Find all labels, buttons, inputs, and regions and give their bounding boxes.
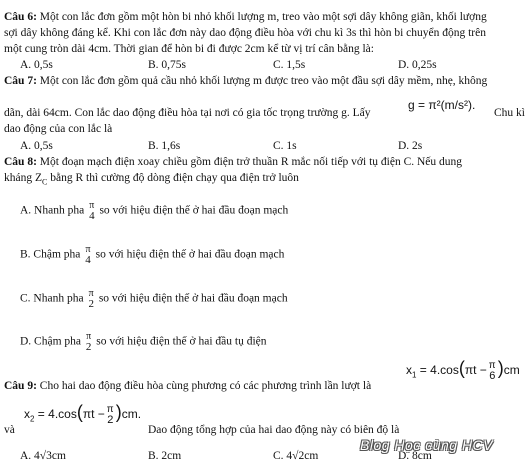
q6-line1 (4, 10, 487, 24)
q7-line2a: dãn, dài 64cm. Con lắc dao động điều hòa tại nơi có gia tốc trọng trường g. Lấy (4, 107, 371, 119)
q6-line3: một cung tròn dài 4cm. Thời gian để hòn bi đi được 2cm kể từ vị trí cân bằng là: (4, 43, 374, 55)
q8-option-a (20, 201, 288, 221)
q9-x1-fraction (489, 361, 496, 381)
q9-line1 (4, 379, 371, 393)
q7-option-a: A. 0,5s (20, 140, 53, 152)
q8-c-pre: C. Nhanh pha (20, 292, 84, 305)
q6-option-d: D. 0,25s (398, 59, 437, 71)
q6-option-c: C. 1,5s (273, 59, 306, 71)
q8-d-den: 2 (85, 341, 92, 353)
q8-a-pre: A. Nhanh pha (20, 204, 85, 217)
q8-label: Câu 8: (4, 156, 37, 168)
q9-x2-num: π (106, 404, 114, 415)
q7-option-c: C. 1s (273, 140, 297, 152)
q8-line2 (4, 171, 299, 189)
q9-text-2: Dao động tổng hợp của hai dao động này có biên độ là (148, 424, 400, 436)
q8-option-c (20, 289, 288, 309)
q8-b-post: so với hiệu điện thế ở hai đầu đoạn mạch (95, 248, 285, 261)
q9-x2-formula: $x_2 = 4.\cos(\pi t$ − π 2 )cm. (24, 402, 142, 426)
q7-formula: g = π²(m/s²). (408, 98, 476, 112)
q9-x2-mid: = 4.cos (37, 407, 77, 422)
q6-option-b: B. 0,75s (148, 59, 187, 71)
q6-text-1: Một con lắc đơn gồm một hòn bi nhỏ khối lượng m, treo vào một sợi dây không giãn, khối lượng (39, 11, 487, 23)
q8-line1 (4, 155, 462, 169)
q9-x2-lhs: x (24, 407, 30, 422)
q9-x1-formula: $x_1 = 4.\cos(\pi t$ − π 6 )cm (406, 358, 520, 382)
q8-d-num: π (86, 331, 92, 342)
q8-option-b (20, 245, 284, 265)
q7-text-1: Một con lắc đơn gồm quả cầu nhỏ khối lượng m được treo vào một đầu sợi dây mềm, nhẹ, không (39, 75, 488, 87)
q8-a-fraction (89, 201, 95, 221)
q7-line2b: Chu kì (494, 107, 525, 119)
q8-b-pre: B. Chậm pha (20, 248, 81, 261)
q8-c-num: π (88, 288, 94, 299)
q9-text-1: Cho hai dao động điều hòa cùng phương có các phương trình lần lượt là (39, 380, 372, 392)
q7-label: Câu 7: (4, 75, 37, 87)
watermark-logo: Blog Học cùng HCV (360, 437, 494, 453)
q9-x2-inner: πt − (82, 407, 105, 422)
q9-x2-den: 2 (107, 414, 114, 426)
q9-option-a: A. 4√3cm (20, 450, 66, 462)
q9-x1-unit: cm (503, 363, 520, 378)
q9-option-d: D. 8cm (398, 450, 432, 462)
q8-b-den: 4 (85, 254, 91, 266)
q9-x1-inner: πt − (464, 363, 487, 378)
q7-line3: dao động của con lắc là (4, 123, 113, 135)
q9-x1-lhs: x (406, 363, 412, 378)
q8-c-den: 2 (88, 298, 94, 310)
q8-d-fraction (86, 332, 92, 352)
q8-d-post: so với hiệu điện thế ở hai đầu tụ điện (96, 335, 267, 348)
q8-a-num: π (89, 200, 95, 211)
q9-x1-num: π (488, 360, 496, 371)
q7-line1 (4, 74, 487, 88)
q8-sub: C (42, 177, 48, 187)
q8-b-fraction (85, 245, 91, 265)
q9-va: và (4, 424, 15, 436)
q9-option-b: B. 2cm (148, 450, 182, 462)
q7-option-b: B. 1,6s (148, 140, 181, 152)
q8-b-num: π (85, 244, 91, 255)
q6-line2: sợi dây không đáng kể. Khi con lắc đơn này dao động điều hòa với chu kì 3s thì hòn bi chuyển động trên (4, 27, 486, 39)
q7-option-d: D. 2s (398, 140, 423, 152)
q8-option-d (20, 332, 267, 352)
q9-label: Câu 9: (4, 380, 37, 392)
q9-option-c: C. 4√2cm (273, 450, 319, 462)
q6-option-a: A. 0,5s (20, 59, 53, 71)
q8-text-2b: bằng R thì cường độ dòng điện chạy qua điện trở luôn (50, 172, 299, 184)
q8-text-2a: kháng Z (4, 172, 43, 184)
q9-x2-unit: cm. (121, 407, 142, 422)
q8-text-1: Một đoạn mạch điện xoay chiều gồm điện trở thuần R mắc nối tiếp với tụ điện C. Nếu dung (39, 156, 463, 168)
q9-x2-sub: 2 (30, 414, 35, 424)
q8-c-post: so với hiệu điện thế ở hai đầu đoạn mạch (98, 292, 288, 305)
q8-a-den: 4 (89, 210, 95, 222)
q9-x2-fraction (107, 405, 114, 425)
q8-d-pre: D. Chậm pha (20, 335, 82, 348)
q9-x1-den: 6 (489, 370, 496, 382)
q9-x1-sub: 1 (412, 370, 417, 380)
q6-label: Câu 6: (4, 11, 37, 23)
q9-x1-mid: = 4.cos (419, 363, 459, 378)
q8-c-fraction (88, 289, 94, 309)
q8-a-post: so với hiệu điện thế ở hai đầu đoạn mạch (99, 204, 289, 217)
